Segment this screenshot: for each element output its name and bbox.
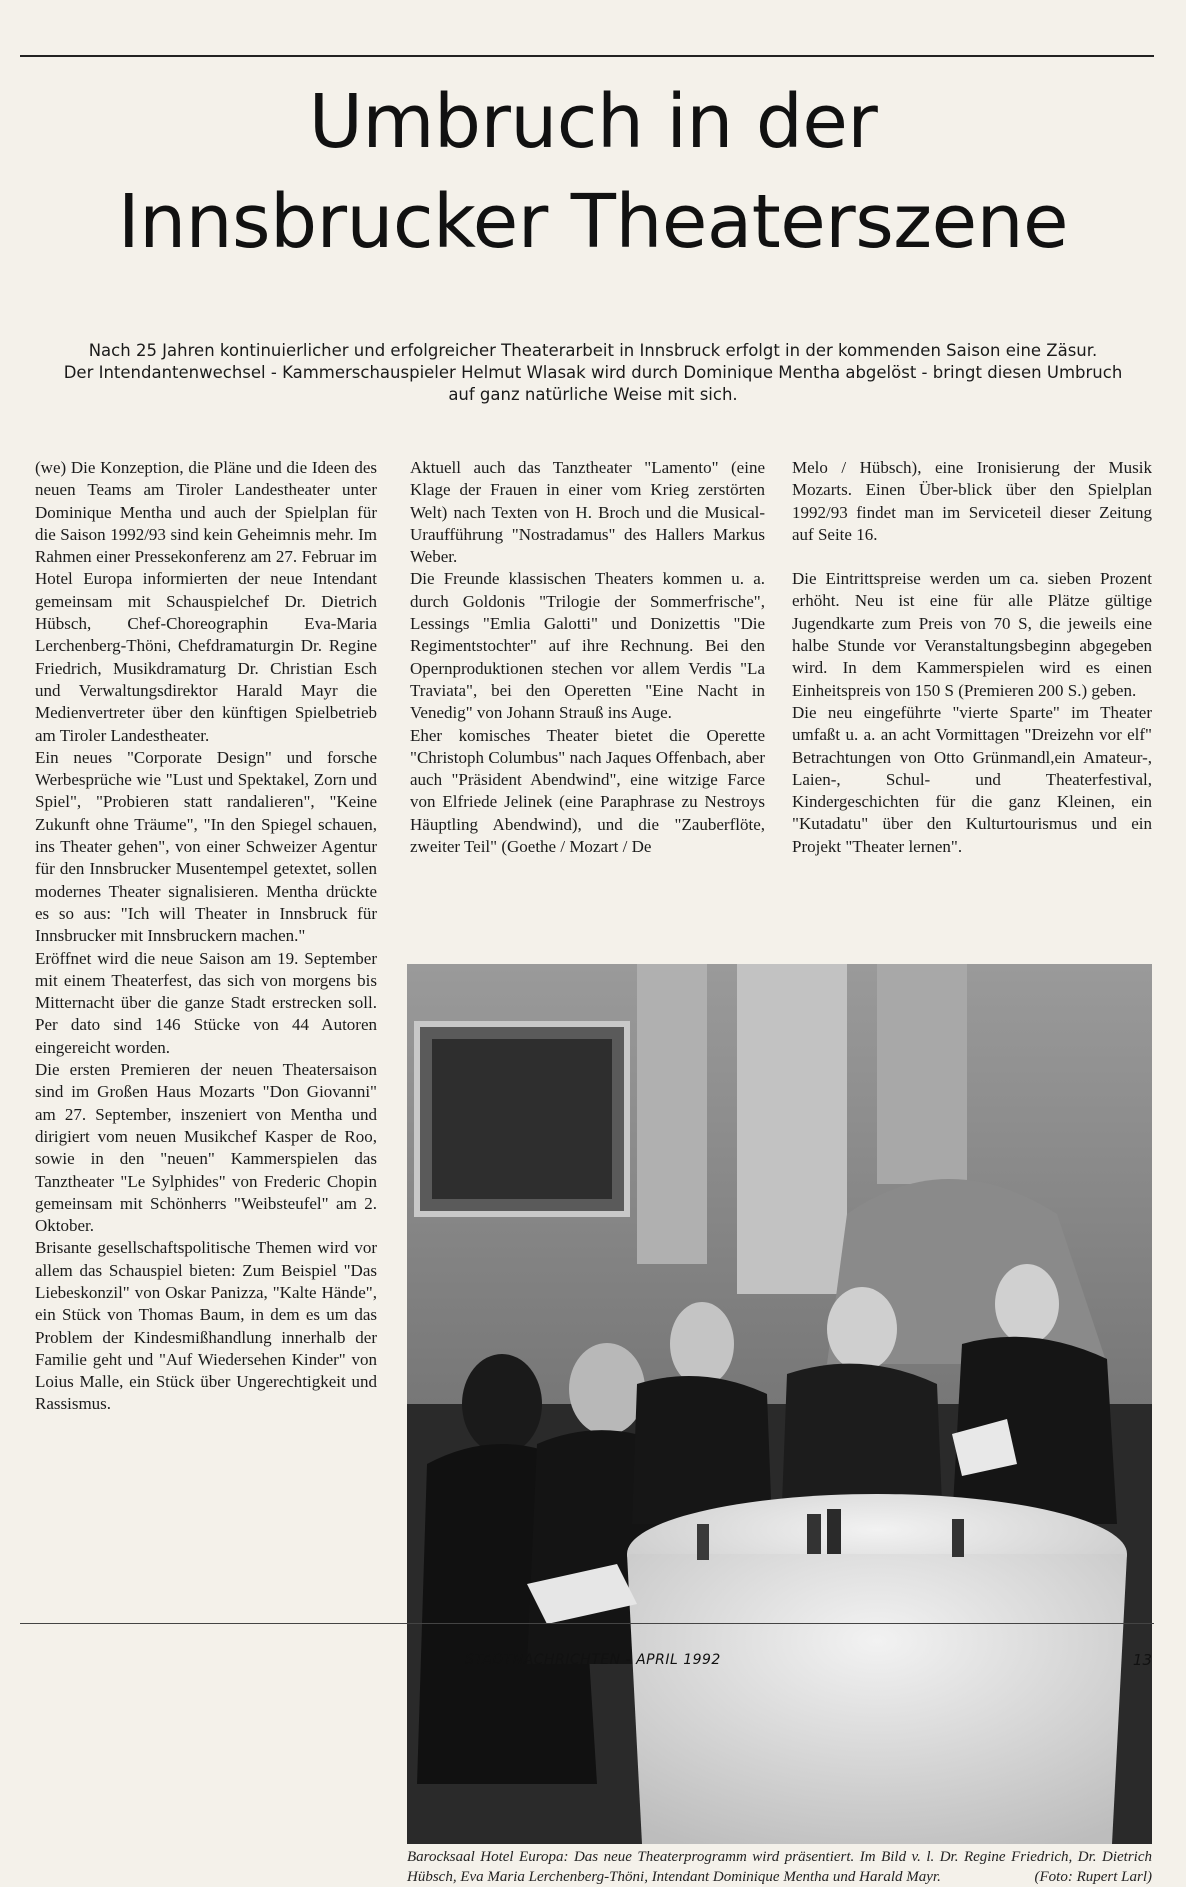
paragraph: Ein neues "Corporate Design" und forsche Werbesprüche wie "Lust und Spektakel, Zorn und Spiel", "Probieren statt randalieren", "Keine Zukunft ohne Träume", "In den Spiegel schauen, ins Theater gehen", von einer Schweizer Agentur für den Innsbrucker Musentempel getextet, sollen modernes Theater signalisieren. Mentha drückte es so aus: "Ich will Theater in Innsbruck für Innsbrucker mit Innsbruckern machen." [35,747,377,946]
lead-line-1: Nach 25 Jahren kontinuierlicher und erfolgreicher Theaterarbeit in Innsbruck erfolgt in der kommenden Saison eine Zäsur. [88,341,1098,360]
photo-illustration [407,964,1152,1844]
paragraph: Melo / Hübsch), eine Ironisierung der Musik Mozarts. Einen Über-blick über den Spielplan 1992/93 findet man im Serviceteil dieser Zeitung auf Seite 16. [792,458,1152,544]
headline-line-2: Innsbrucker Theaterszene [117,179,1069,265]
article-lead [40,340,1146,406]
photo-caption [407,1847,1152,1887]
paragraph: Eröffnet wird die neue Saison am 19. September mit einem Theaterfest, das sich von morgens bis Mitternacht über die ganze Stadt erstrecken soll. Per dato sind 146 Stücke von 44 Autoren eingereicht worden. [35,948,377,1057]
paragraph: Die neu eingeführte "vierte Sparte" im Theater umfaßt u. a. an acht Vormittagen "Dreizehn vor elf" Betrachtungen von Otto Grünmandl,ein Amateur-, Laien-, Schul- und Theaterfestival, Kindergeschichten für die ganz Kleinen, ein "Kutadatu" über den Kulturtourismus und ein Projekt "Theater lernen". [792,702,1152,856]
paragraph: Brisante gesellschaftspolitische Themen wird vor allem das Schauspiel bieten: Zum Beispiel "Das Liebeskonzil" von Oskar Panizza, "Kalte Hände", ein Stück von Thomas Baum, in dem es um das Problem der Kindesmißhandlung innerhalb der Familie geht und "Auf Wiedersehen Kinder" von Loius Malle, ein Stück über Ungerechtigkeit und Rassismus. [35,1238,377,1414]
paragraph: (we) Die Konzeption, die Pläne und die Ideen des neuen Teams am Tiroler Landestheater unter Dominique Mentha und auch der Spielplan für die Saison 1992/93 sind kein Geheimnis mehr. Im Rahmen einer Pressekonferenz am 27. Februar im Hotel Europa informierten der neue Intendant gemeinsam mit Schauspielchef Dr. Dietrich Hübsch, Chef-Choreographin Eva-Maria Lerchenberg-Thöni, Chefdramaturgin Dr. Regine Friedrich, Musikdramaturg Dr. Christian Esch und Verwaltungsdirektor Harald Mayr die Medienvertreter über den künftigen Spielbetrieb am Tiroler Landestheater. [35,458,377,745]
paragraph: Die ersten Premieren der neuen Theatersaison sind im Großen Haus Mozarts "Don Giovanni" am 27. September, inszeniert von Mentha und dirigiert vom neuen Musikchef Kasper de Roo, sowie in den "neuen" Kammerspielen das Tanztheater "Le Sylphides" von Frederic Chopin gemeinsam mit Schönherrs "Weibsteufel" am 2. Oktober. [35,1060,377,1236]
caption-credit: (Foto: Rupert Larl) [1034,1869,1152,1885]
paragraph: Aktuell auch das Tanztheater "Lamento" (eine Klage der Frauen in einer vom Krieg zerstörten Welt) nach Texten von H. Broch und die Musical-Uraufführung "Nostradamus" des Hallers Markus Weber. [410,458,765,567]
text-column-2 [410,457,765,858]
headline-line-1: Umbruch in der [308,79,878,165]
footer-publication: STADTNACHRICHTEN - APRIL 1992 [465,1652,721,1668]
page-number: 13 [1132,1651,1152,1669]
lead-line-3: auf ganz natürliche Weise mit sich. [448,385,738,404]
lead-line-2: Der Intendantenwechsel - Kammerschauspieler Helmut Wlasak wird durch Dominique Mentha abgelöst - bringt diesen Umbruch [63,363,1123,382]
paragraph: Eher komisches Theater bietet die Operette "Christoph Columbus" nach Jaques Offenbach, aber auch "Präsident Abendwind", eine witzige Farce von Elfriede Jelinek (eine Paraphrase zu Nestroys Häuptling Abendwind), und die "Zauberflöte, zweiter Teil" (Goethe / Mozart / De [410,725,765,857]
top-rule [20,55,1154,57]
bottom-rule [20,1623,1154,1624]
article-headline [0,72,1186,272]
paragraph: Die Eintrittspreise werden um ca. sieben Prozent erhöht. Neu ist eine für alle Plätze gültige Jugendkarte zum Preis von 70 S, die jeweils eine halbe Stunde vor Veranstaltungsbeginn abgegeben wird. In dem Kammerspielen wird es einen Einheitspreis von 150 S (Premieren 200 S.) geben. [792,569,1152,700]
paragraph: Die Freunde klassischen Theaters kommen u. a. durch Goldonis "Trilogie der Sommerfrische", Lessings "Emlia Galotti" und Donizettis "Die Regimentstochter" auf ihre Rechnung. Bei den Opernproduktionen stechen vor allem Verdis "La Traviata", bei den Operetten "Eine Nacht in Venedig" von Johann Strauß ins Auge. [410,569,765,723]
text-column-1 [35,457,377,1416]
caption-text: Barocksaal Hotel Europa: Das neue Theaterprogramm wird präsentiert. Im Bild v. l. Dr. Regine Friedrich, Dr. Dietrich Hübsch, Eva Maria Lerchenberg-Thöni, Intendant Dominique Mentha und Harald Mayr. [407,1849,1152,1885]
text-column-3 [792,457,1152,858]
